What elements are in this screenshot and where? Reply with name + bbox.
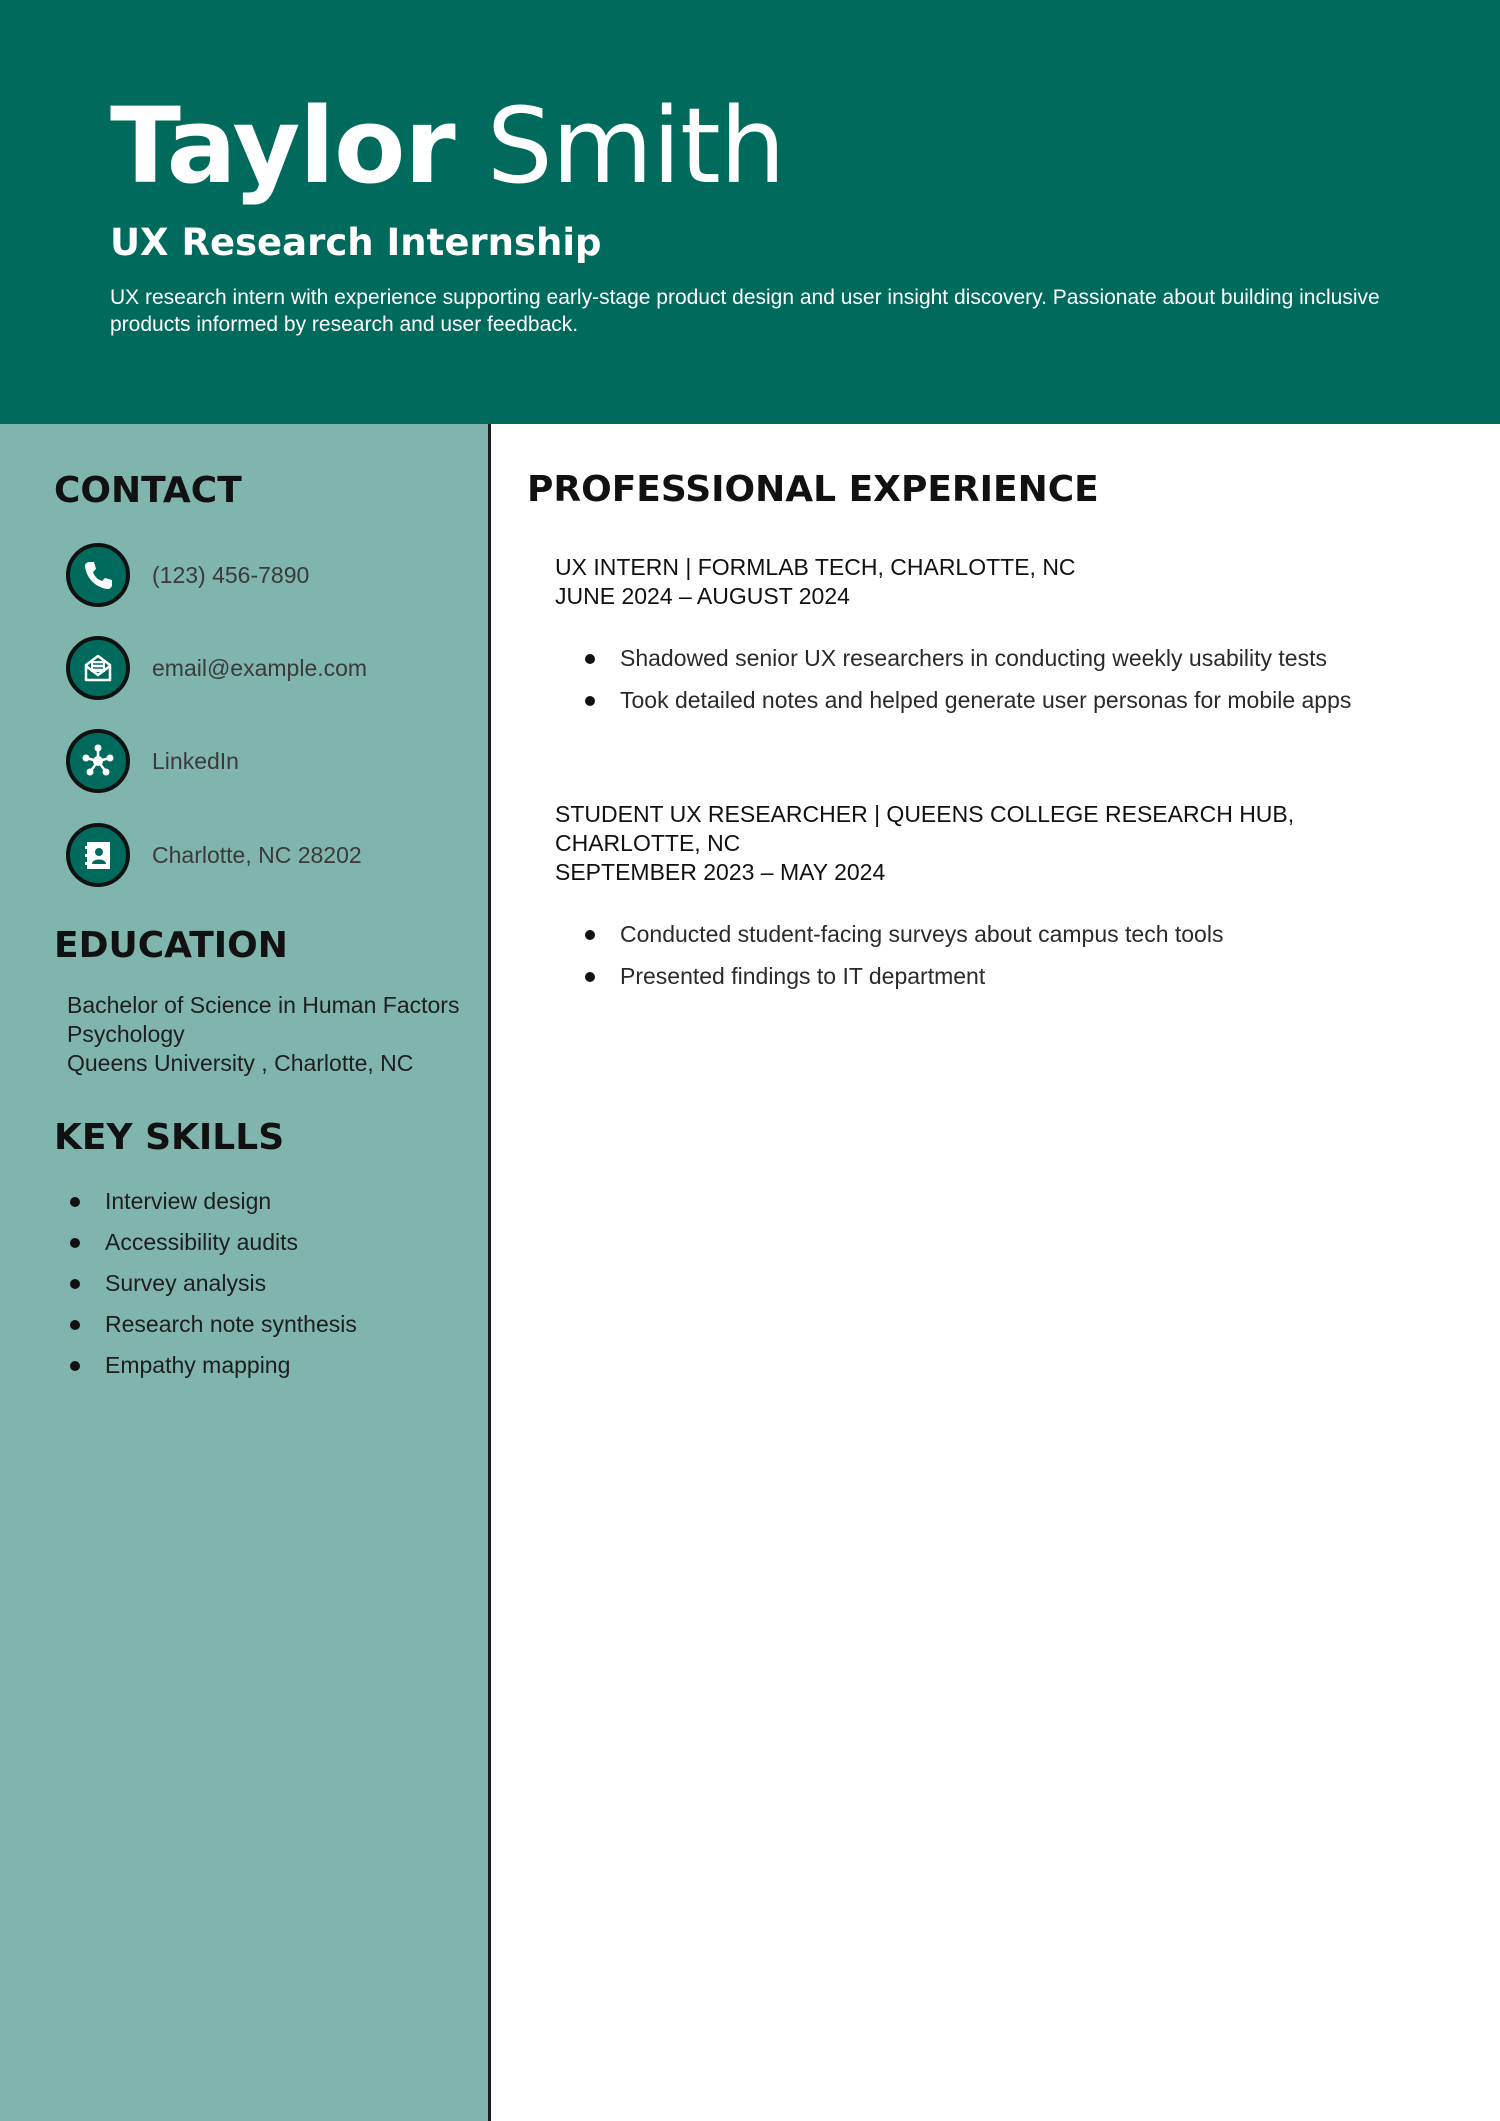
contact-email — [66, 633, 367, 703]
phone-icon — [66, 543, 130, 607]
network-icon — [66, 729, 130, 793]
job-bullets — [555, 645, 1395, 714]
education-school: Queens University , Charlotte, NC — [67, 1050, 414, 1076]
job-dates: JUNE 2024 – AUGUST 2024 — [555, 583, 850, 609]
job-dates: SEPTEMBER 2023 – MAY 2024 — [555, 859, 886, 885]
contact-phone — [66, 540, 309, 610]
contact-address — [66, 820, 362, 890]
address-book-icon — [66, 823, 130, 887]
skill-item: Interview design — [67, 1181, 357, 1222]
contact-linkedin — [66, 726, 239, 796]
first-name: Taylor — [110, 85, 455, 207]
skill-item: Survey analysis — [67, 1263, 357, 1304]
candidate-name — [110, 86, 785, 206]
job-bullet: Conducted student-facing surveys about campus tech tools — [555, 921, 1395, 948]
job-bullet: Shadowed senior UX researchers in conducting weekly usability tests — [555, 645, 1395, 672]
job-title: STUDENT UX RESEARCHER | QUEENS COLLEGE RESEARCH HUB, CHARLOTTE, NC — [555, 801, 1295, 856]
last-name: Smith — [486, 85, 785, 207]
skill-item: Research note synthesis — [67, 1304, 357, 1345]
resume-header — [0, 0, 1500, 424]
job-entry — [555, 553, 1395, 729]
experience-heading: PROFESSIONAL EXPERIENCE — [527, 469, 1099, 510]
education-degree: Bachelor of Science in Human Factors Psychology — [67, 992, 460, 1047]
contact-address-text: Charlotte, NC 28202 — [152, 841, 362, 868]
profile-summary: UX research intern with experience supporting early-stage product design and user insight discovery. Passionate about building inclusive products informed by research and user feedback. — [110, 286, 1380, 336]
skill-item: Empathy mapping — [67, 1345, 357, 1386]
job-bullet: Took detailed notes and helped generate user personas for mobile apps — [555, 687, 1395, 714]
contact-email-text: email@example.com — [152, 654, 368, 681]
job-title: UX INTERN | FORMLAB TECH, CHARLOTTE, NC — [555, 554, 1076, 580]
contact-heading: CONTACT — [54, 470, 242, 511]
skills-heading: KEY SKILLS — [54, 1117, 285, 1158]
contact-phone-text: (123) 456-7890 — [152, 561, 310, 588]
skills-list — [67, 1181, 357, 1386]
education-heading: EDUCATION — [54, 925, 288, 966]
skill-item: Accessibility audits — [67, 1222, 357, 1263]
job-entry — [555, 800, 1395, 1005]
email-icon — [66, 636, 130, 700]
job-bullets — [555, 921, 1395, 990]
target-role: UX Research Internship — [110, 221, 602, 264]
education-entry — [67, 991, 467, 1078]
job-bullet: Presented findings to IT department — [555, 963, 1395, 990]
contact-linkedin-text[interactable]: LinkedIn — [152, 747, 239, 774]
